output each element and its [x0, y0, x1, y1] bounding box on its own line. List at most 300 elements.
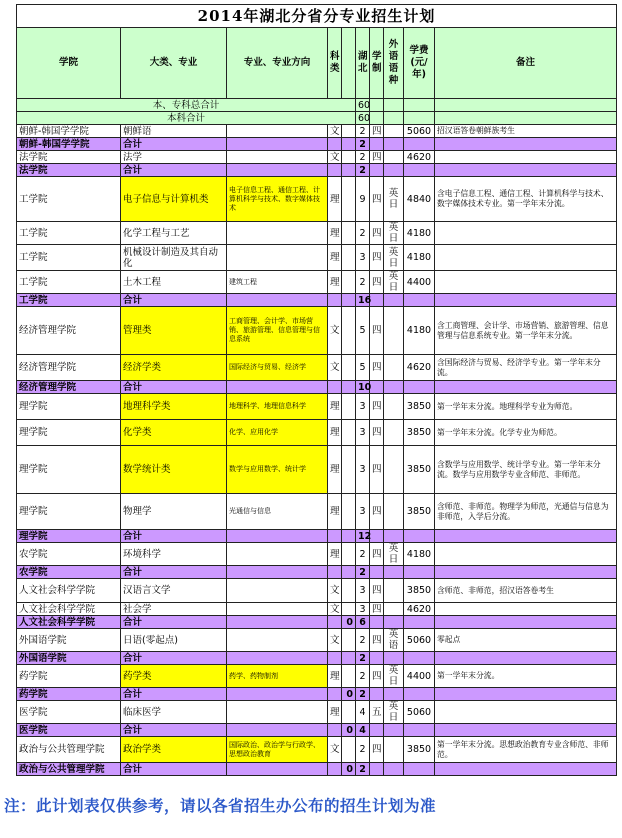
schooling-cell: [370, 381, 384, 394]
major-direction: [227, 125, 328, 138]
table-row: [17, 420, 617, 446]
tuition-fee: 4180: [404, 245, 435, 271]
major-category: 环境科学: [121, 543, 227, 566]
remark-text: 含师范、非师范，招汉语答卷考生: [435, 579, 617, 603]
subtotal-row: [17, 566, 617, 579]
fee-cell: [404, 530, 435, 543]
foreign-language: 英日: [384, 543, 404, 566]
schooling-years: 四: [370, 446, 384, 494]
subject-type: 文: [328, 355, 342, 381]
foreign-language: 英日: [384, 222, 404, 245]
hubei-count: 3: [356, 494, 370, 530]
schooling-years: 四: [370, 125, 384, 138]
schooling-cell: [370, 112, 384, 125]
subtotal-zero: 0: [342, 688, 356, 701]
blank-cell: [342, 177, 356, 222]
schooling-cell: [370, 724, 384, 737]
remark-cell: [435, 688, 617, 701]
direction-cell: [227, 724, 328, 737]
subtotal-label: 合计: [121, 763, 227, 776]
tuition-fee: 3850: [404, 420, 435, 446]
table-row: [17, 603, 617, 616]
language-cell: [384, 99, 404, 112]
subject-cell: [328, 724, 342, 737]
college-name: 理学院: [17, 446, 121, 494]
fee-cell: [404, 688, 435, 701]
subtotal-row: [17, 164, 617, 177]
tuition-fee: 5060: [404, 629, 435, 652]
college-name: 药学院: [17, 688, 121, 701]
foreign-language: 英日: [384, 665, 404, 688]
subject-type: 理: [328, 494, 342, 530]
remark-text: 第一学年末分流。思想政治教育专业含师范、非师范。: [435, 737, 617, 763]
subtotal-zero: [342, 566, 356, 579]
table-row: [17, 543, 617, 566]
schooling-cell: [370, 99, 384, 112]
remark-cell: [435, 763, 617, 776]
college-name: 人文社会科学学院: [17, 616, 121, 629]
fee-cell: [404, 652, 435, 665]
remark-cell: [435, 294, 617, 307]
major-category: 社会学: [121, 603, 227, 616]
major-category: 药学类: [121, 665, 227, 688]
direction-cell: [227, 294, 328, 307]
foreign-language: 英日: [384, 177, 404, 222]
remark-text: [435, 222, 617, 245]
language-cell: [384, 164, 404, 177]
table-row: [17, 222, 617, 245]
major-direction: 国际经济与贸易、经济学: [227, 355, 328, 381]
tuition-fee: 4620: [404, 151, 435, 164]
subtotal-zero: [342, 652, 356, 665]
tuition-fee: 3850: [404, 737, 435, 763]
tuition-fee: 5060: [404, 701, 435, 724]
foreign-language: 英日: [384, 271, 404, 294]
major-category: 朝鲜语: [121, 125, 227, 138]
college-name: 经济管理学院: [17, 381, 121, 394]
schooling-cell: [370, 530, 384, 543]
subtotal-label: 合计: [121, 616, 227, 629]
table-row: [17, 579, 617, 603]
total-row: [17, 99, 617, 112]
language-cell: [384, 530, 404, 543]
major-direction: 光通信与信息: [227, 494, 328, 530]
header-subject: 科类: [328, 28, 342, 99]
schooling-years: 四: [370, 579, 384, 603]
blank-cell: [342, 245, 356, 271]
hubei-count: 2: [356, 652, 370, 665]
direction-cell: [227, 381, 328, 394]
major-direction: [227, 151, 328, 164]
subject-type: 文: [328, 307, 342, 355]
header-schooling: 学制: [370, 28, 384, 99]
hubei-count: 12: [356, 530, 370, 543]
subtotal-row: [17, 381, 617, 394]
blank-cell: [342, 394, 356, 420]
subject-type: 文: [328, 125, 342, 138]
remark-text: 含电子信息工程、通信工程、计算机科学与技术、数字媒体技术专业。第一学年末分流。: [435, 177, 617, 222]
subject-type: 理: [328, 543, 342, 566]
blank-cell: [342, 737, 356, 763]
college-name: 工学院: [17, 222, 121, 245]
direction-cell: [227, 616, 328, 629]
college-name: 医学院: [17, 701, 121, 724]
subtotal-label: 合计: [121, 530, 227, 543]
enrollment-table: [16, 4, 617, 776]
table-row: [17, 355, 617, 381]
foreign-language: [384, 420, 404, 446]
major-category: 化学工程与工艺: [121, 222, 227, 245]
hubei-count: 2: [356, 138, 370, 151]
direction-cell: [227, 530, 328, 543]
hubei-count: 2: [356, 125, 370, 138]
schooling-cell: [370, 616, 384, 629]
schooling-cell: [370, 138, 384, 151]
foreign-language: [384, 355, 404, 381]
fee-cell: [404, 294, 435, 307]
college-name: 医学院: [17, 724, 121, 737]
major-direction: [227, 543, 328, 566]
remark-text: [435, 271, 617, 294]
college-name: 人文社会科学学院: [17, 579, 121, 603]
header-category: 大类、专业: [121, 28, 227, 99]
subtotal-row: [17, 616, 617, 629]
major-direction: 工商管理、会计学、市场营销、旅游管理、信息管理与信息系统: [227, 307, 328, 355]
remark-cell: [435, 566, 617, 579]
subtotal-zero: 0: [342, 763, 356, 776]
subtotal-zero: 0: [342, 616, 356, 629]
college-name: 法学院: [17, 164, 121, 177]
schooling-years: 四: [370, 603, 384, 616]
foreign-language: 英语: [384, 629, 404, 652]
blank-cell: [342, 307, 356, 355]
header-college: 学院: [17, 28, 121, 99]
schooling-years: 四: [370, 177, 384, 222]
table-row: [17, 701, 617, 724]
total-label: 本科合计: [17, 112, 356, 125]
remark-text: 含师范、非师范。物理学为师范，光通信与信息为非师范，入学后分流。: [435, 494, 617, 530]
subject-cell: [328, 616, 342, 629]
hubei-count: 2: [356, 629, 370, 652]
language-cell: [384, 724, 404, 737]
hubei-count: 3: [356, 420, 370, 446]
hubei-count: 4: [356, 701, 370, 724]
remark-text: 招汉语答卷朝鲜族考生: [435, 125, 617, 138]
schooling-years: 四: [370, 151, 384, 164]
subtotal-label: 合计: [121, 138, 227, 151]
blank-cell: [342, 446, 356, 494]
table-row: [17, 394, 617, 420]
college-name: 药学院: [17, 665, 121, 688]
fee-cell: [404, 99, 435, 112]
major-category: 电子信息与计算机类: [121, 177, 227, 222]
subject-type: 理: [328, 446, 342, 494]
remark-cell: [435, 381, 617, 394]
subtotal-row: [17, 652, 617, 665]
schooling-years: 四: [370, 543, 384, 566]
major-direction: 地理科学、地理信息科学: [227, 394, 328, 420]
subtotal-row: [17, 724, 617, 737]
foreign-language: [384, 737, 404, 763]
plan-sheet: [16, 4, 616, 776]
table-row: [17, 665, 617, 688]
schooling-years: 四: [370, 420, 384, 446]
college-name: 工学院: [17, 245, 121, 271]
hubei-count: 60: [356, 112, 370, 125]
subtotal-zero: 0: [342, 724, 356, 737]
remark-text: [435, 603, 617, 616]
major-direction: 国际政治、政治学与行政学、思想政治教育: [227, 737, 328, 763]
schooling-years: 四: [370, 665, 384, 688]
major-direction: [227, 629, 328, 652]
major-category: 机械设计制造及其自动化: [121, 245, 227, 271]
subtotal-label: 合计: [121, 566, 227, 579]
college-name: 朝鲜-韩国学学院: [17, 125, 121, 138]
subtotal-label: 合计: [121, 164, 227, 177]
subject-type: 理: [328, 245, 342, 271]
college-name: 理学院: [17, 530, 121, 543]
college-name: 政治与公共管理学院: [17, 737, 121, 763]
college-name: 工学院: [17, 271, 121, 294]
remark-text: [435, 543, 617, 566]
table-row: [17, 307, 617, 355]
blank-cell: [342, 355, 356, 381]
tuition-fee: 4840: [404, 177, 435, 222]
subtotal-row: [17, 763, 617, 776]
major-direction: 建筑工程: [227, 271, 328, 294]
major-category: 日语(零起点): [121, 629, 227, 652]
hubei-count: 4: [356, 724, 370, 737]
header-direction: 专业、专业方向: [227, 28, 328, 99]
foreign-language: [384, 307, 404, 355]
subject-type: 理: [328, 177, 342, 222]
table-row: [17, 629, 617, 652]
table-row: [17, 494, 617, 530]
table-title: 2014年湖北分省分专业招生计划: [17, 5, 617, 28]
schooling-years: 四: [370, 355, 384, 381]
remark-text: 第一学年末分流。地理科学专业为师范。: [435, 394, 617, 420]
remark-cell: [435, 724, 617, 737]
college-name: 法学院: [17, 151, 121, 164]
hubei-count: 3: [356, 579, 370, 603]
schooling-cell: [370, 652, 384, 665]
language-cell: [384, 112, 404, 125]
hubei-count: 2: [356, 566, 370, 579]
table-row: [17, 125, 617, 138]
foreign-language: [384, 151, 404, 164]
subtotal-label: 合计: [121, 381, 227, 394]
tuition-fee: 5060: [404, 125, 435, 138]
table-row: [17, 446, 617, 494]
remark-cell: [435, 99, 617, 112]
remark-cell: [435, 112, 617, 125]
subtotal-zero: [342, 164, 356, 177]
schooling-cell: [370, 763, 384, 776]
header-remark: 备注: [435, 28, 617, 99]
tuition-fee: 4180: [404, 543, 435, 566]
schooling-years: 四: [370, 222, 384, 245]
hubei-count: 2: [356, 271, 370, 294]
fee-cell: [404, 724, 435, 737]
tuition-fee: 4620: [404, 355, 435, 381]
college-name: 经济管理学院: [17, 307, 121, 355]
tuition-fee: 4180: [404, 222, 435, 245]
college-name: 人文社会科学学院: [17, 603, 121, 616]
subject-type: 文: [328, 737, 342, 763]
schooling-years: 四: [370, 307, 384, 355]
hubei-count: 60: [356, 99, 370, 112]
language-cell: [384, 294, 404, 307]
remark-text: 零起点: [435, 629, 617, 652]
subtotal-zero: [342, 381, 356, 394]
major-direction: [227, 222, 328, 245]
hubei-count: 2: [356, 688, 370, 701]
subject-cell: [328, 763, 342, 776]
major-category: 政治学类: [121, 737, 227, 763]
hubei-count: 16: [356, 294, 370, 307]
hubei-count: 2: [356, 665, 370, 688]
header-hubei: 湖北: [356, 28, 370, 99]
fee-cell: [404, 164, 435, 177]
header-row: [17, 28, 617, 99]
blank-cell: [342, 151, 356, 164]
college-name: 理学院: [17, 394, 121, 420]
major-category: 法学: [121, 151, 227, 164]
subtotal-zero: [342, 530, 356, 543]
subtotal-label: 合计: [121, 294, 227, 307]
remark-cell: [435, 652, 617, 665]
direction-cell: [227, 688, 328, 701]
major-category: 化学类: [121, 420, 227, 446]
college-name: 政治与公共管理学院: [17, 763, 121, 776]
subtotal-label: 合计: [121, 688, 227, 701]
header-blank: [342, 28, 356, 99]
subject-cell: [328, 138, 342, 151]
schooling-cell: [370, 294, 384, 307]
major-category: 土木工程: [121, 271, 227, 294]
blank-cell: [342, 629, 356, 652]
foreign-language: [384, 446, 404, 494]
major-direction: [227, 245, 328, 271]
subtotal-label: 合计: [121, 652, 227, 665]
major-category: 物理学: [121, 494, 227, 530]
total-row: [17, 112, 617, 125]
subject-type: 文: [328, 629, 342, 652]
footnote: 注：此计划表仅供参考，请以各省招生办公布的招生计划为准: [4, 797, 437, 815]
blank-cell: [342, 579, 356, 603]
schooling-cell: [370, 164, 384, 177]
college-name: 外国语学院: [17, 629, 121, 652]
subtotal-zero: [342, 294, 356, 307]
major-category: 汉语言文学: [121, 579, 227, 603]
hubei-count: 3: [356, 394, 370, 420]
fee-cell: [404, 616, 435, 629]
subtotal-zero: [342, 138, 356, 151]
blank-cell: [342, 222, 356, 245]
language-cell: [384, 566, 404, 579]
major-direction: 数学与应用数学、统计学: [227, 446, 328, 494]
schooling-years: 四: [370, 245, 384, 271]
header-language: 外语语种: [384, 28, 404, 99]
college-name: 外国语学院: [17, 652, 121, 665]
schooling-years: 四: [370, 494, 384, 530]
table-row: [17, 271, 617, 294]
fee-cell: [404, 763, 435, 776]
college-name: 农学院: [17, 566, 121, 579]
college-name: 经济管理学院: [17, 355, 121, 381]
major-category: 地理科学类: [121, 394, 227, 420]
hubei-count: 9: [356, 177, 370, 222]
language-cell: [384, 616, 404, 629]
remark-text: [435, 245, 617, 271]
blank-cell: [342, 271, 356, 294]
tuition-fee: 3850: [404, 579, 435, 603]
remark-cell: [435, 616, 617, 629]
hubei-count: 3: [356, 245, 370, 271]
major-direction: 药学、药物制剂: [227, 665, 328, 688]
hubei-count: 2: [356, 737, 370, 763]
tuition-fee: 3850: [404, 494, 435, 530]
hubei-count: 3: [356, 603, 370, 616]
schooling-years: 四: [370, 629, 384, 652]
blank-cell: [342, 494, 356, 530]
subtotal-row: [17, 294, 617, 307]
subtotal-row: [17, 530, 617, 543]
hubei-count: 2: [356, 222, 370, 245]
language-cell: [384, 763, 404, 776]
remark-text: 含工商管理、会计学、市场营销、旅游管理、信息管理与信息系统专业。第一学年末分流。: [435, 307, 617, 355]
tuition-fee: 3850: [404, 446, 435, 494]
major-category: 管理类: [121, 307, 227, 355]
tuition-fee: 3850: [404, 394, 435, 420]
table-row: [17, 245, 617, 271]
college-name: 工学院: [17, 294, 121, 307]
tuition-fee: 4400: [404, 271, 435, 294]
foreign-language: [384, 603, 404, 616]
hubei-count: 2: [356, 763, 370, 776]
blank-cell: [342, 125, 356, 138]
schooling-years: 四: [370, 271, 384, 294]
tuition-fee: 4180: [404, 307, 435, 355]
remark-text: [435, 701, 617, 724]
direction-cell: [227, 566, 328, 579]
subtotal-row: [17, 138, 617, 151]
subject-type: 理: [328, 222, 342, 245]
remark-text: 第一学年末分流。: [435, 665, 617, 688]
language-cell: [384, 138, 404, 151]
subject-cell: [328, 164, 342, 177]
hubei-count: 10: [356, 381, 370, 394]
language-cell: [384, 688, 404, 701]
subject-cell: [328, 381, 342, 394]
subject-type: 文: [328, 603, 342, 616]
subject-type: 理: [328, 271, 342, 294]
remark-text: 含国际经济与贸易、经济学专业。第一学年末分流。: [435, 355, 617, 381]
hubei-count: 2: [356, 164, 370, 177]
blank-cell: [342, 665, 356, 688]
foreign-language: [384, 394, 404, 420]
remark-text: 含数学与应用数学、统计学专业。第一学年末分流。数学与应用数学专业含师范、非师范。: [435, 446, 617, 494]
subject-cell: [328, 530, 342, 543]
college-name: 工学院: [17, 177, 121, 222]
major-direction: 化学、应用化学: [227, 420, 328, 446]
subject-type: 文: [328, 579, 342, 603]
direction-cell: [227, 763, 328, 776]
tuition-fee: 4620: [404, 603, 435, 616]
total-label: 本、专科总合计: [17, 99, 356, 112]
subject-type: 理: [328, 701, 342, 724]
college-name: 农学院: [17, 543, 121, 566]
